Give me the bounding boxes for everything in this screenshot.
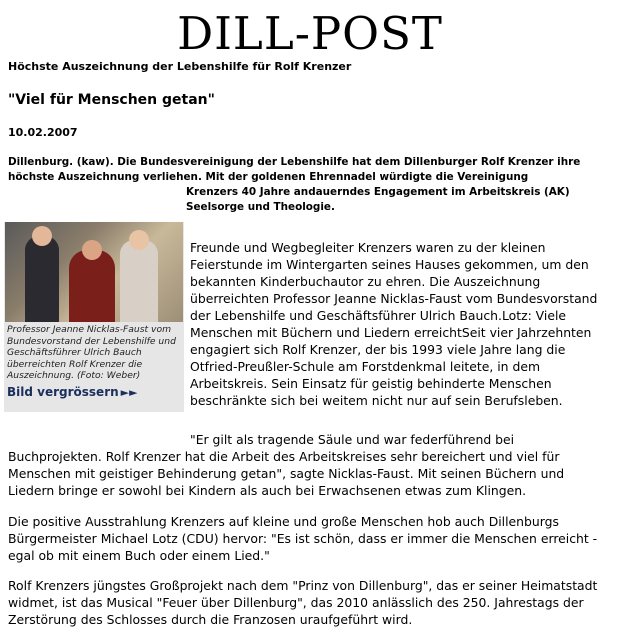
- enlarge-image-link[interactable]: [7, 385, 184, 399]
- article-photo[interactable]: [5, 222, 183, 322]
- article-paragraph-4: Rolf Krenzers jüngstes Großprojekt nach dem "Prinz von Dillenburg", das er seiner Heimatstadt widmet, ist das Musical "Feuer über Dillenburg", das 2010 anlässlich des 250. Jahrestags der Zerstörung des Schlosses durch die Franzosen uraufgeführt wird.: [8, 578, 598, 627]
- article-headline: "Viel für Menschen getan": [8, 92, 215, 108]
- article-paragraph-3: Die positive Ausstrahlung Krenzers auf kleine und große Menschen hob auch Dillenburgs Bürgermeister Michael Lotz (CDU) hervor: "Es ist schön, dass er immer die Menschen erreicht - egal ob mit einem Buch oder einem Lied.": [8, 514, 598, 563]
- article-lead: [8, 155, 610, 215]
- article-figure: [4, 222, 184, 412]
- photo-caption: Professor Jeanne Nicklas-Faust vom Bundesvorstand der Lebenshilfe und Geschäftsführer Ulrich Bauch überreichten Rolf Krenzer die Auszeichnung. (Foto: Weber): [7, 324, 176, 381]
- paragraph-2-rest: Buchprojekten. Rolf Krenzer hat die Arbeit des Arbeitskreises sehr bereichert und viel für Menschen mit geistiger Behinderung getan", sagte Nicklas-Faust. Mit seinen Büchern und Liedern bringe er sowohl bei Kindern als auch bei Erwachsenen etwas zum Klingen.: [8, 449, 565, 498]
- masthead-logo: DILL-POST: [177, 7, 443, 60]
- article-paragraph-1: Freunde und Wegbegleiter Krenzers waren zu der kleinen Feierstunde im Wintergarten seines Hauses gekommen, um den bekannten Kinderbuchautor zu ehren. Die Auszeichnung überreichten Professor Jeanne Nicklas-Faust vom Bundesvorstand der Lebenshilfe und Geschäftsführer Ulrich Bauch.Lotz: Viele Menschen mit Büchern und Liedern erreichtSeit vier Jahrzehnten engagiert sich Rolf Krenzer, der bis 1993 viele Jahre lang die Otfried-Preußler-Schule am Forstdenkmal leitete, in dem Arbeitskreis. Sein Einsatz für geistig behinderte Menschen beschränkte sich bei weitem nicht nur auf sein Berufsleben.: [190, 240, 598, 408]
- paragraph-2-start: "Er gilt als tragende Säule und war federführend bei: [190, 432, 515, 447]
- lead-line-2: Krenzers 40 Jahre andauerndes Engagement im Arbeitskreis (AK) Seelsorge und Theologie.: [186, 186, 570, 213]
- article-paragraph-2: [8, 431, 612, 499]
- article-date: 10.02.2007: [8, 126, 78, 139]
- enlarge-image-label: Bild vergrössern: [7, 384, 119, 399]
- article-kicker: Höchste Auszeichnung der Lebenshilfe für Rolf Krenzer: [8, 60, 352, 73]
- double-chevron-right-icon: ►►: [120, 385, 138, 399]
- lead-line-1: Dillenburg. (kaw). Die Bundesvereinigung der Lebenshilfe hat dem Dillenburger Rolf Krenzer ihre höchste Auszeichnung verliehen. Mit der goldenen Ehrennadel würdigte die Vereinigung: [8, 156, 581, 183]
